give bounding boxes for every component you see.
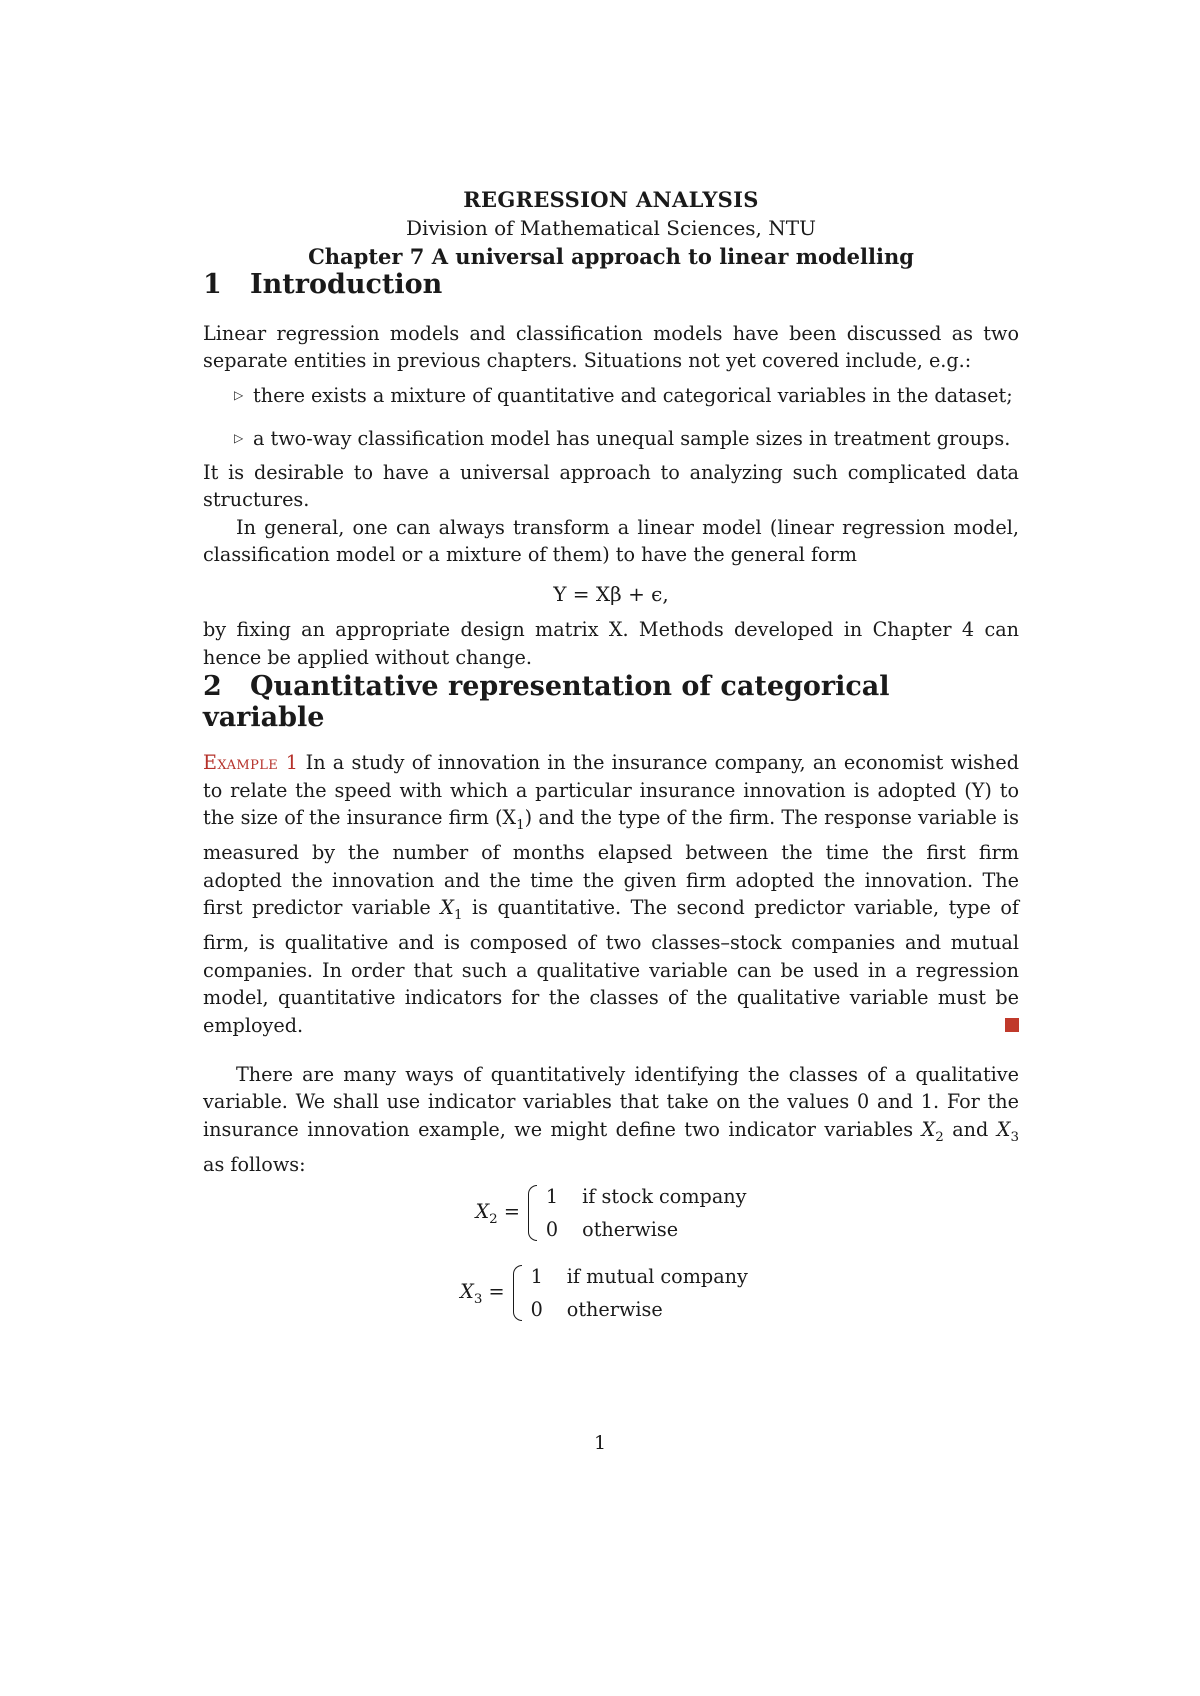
general-linear-model-equation: Y = Xβ + ϵ,	[553, 582, 669, 607]
x3-symbol: $X_3$ =	[460, 1280, 505, 1307]
x2-definition	[203, 1180, 1019, 1246]
left-brace-icon	[513, 1265, 522, 1321]
example-1: Example 1 In a study of innovation in the insurance company, an economist wished to relate the speed with which a particular insurance innovation is adopted (Y) to the size of the insurance firm $(X_1)$ and the type of the firm. The response variable is measured by the number of months elapsed between the time the first firm adopted the innovation and the time the given firm adopted the innovation. The first predictor variable $X_1$ is quantitative. The second predictor variable, type of firm, is qualitative and is composed of two classes–stock companies and mutual companies. In order that such a qualitative variable can be used in a regression model, quantitative indicators for the classes of the qualitative variable must be employed.	[203, 751, 1019, 1037]
x2-cases: 1 if stock company 0 otherwise	[545, 1185, 747, 1242]
x3-definition	[189, 1260, 1019, 1326]
section-2-title: Quantitative representation of categorical variable	[203, 671, 890, 734]
section-1-title: Introduction	[250, 269, 443, 300]
list-item: ▷ there exists a mixture of quantitative and categorical variables in the dataset;	[234, 383, 1013, 407]
section-1-heading	[203, 269, 1019, 300]
x2-symbol: $X_2$ =	[475, 1200, 520, 1227]
document-header	[203, 187, 1019, 269]
left-brace-icon	[528, 1185, 537, 1241]
list-item: ▷ a two-way classification model has unequal sample sizes in treatment groups.	[234, 426, 1011, 450]
division-line: Division of Mathematical Sciences, NTU	[406, 216, 816, 240]
triangle-bullet-icon: ▷	[234, 430, 244, 445]
situations-list	[203, 382, 1019, 452]
design-matrix-paragraph: by fixing an appropriate design matrix X. Methods developed in Chapter 4 can hence be applied without change.	[203, 618, 1019, 669]
page-number: 1	[593, 1432, 607, 1454]
end-of-example-icon	[1005, 1018, 1019, 1032]
intro-paragraph: Linear regression models and classification models have been discussed as two separate entities in previous chapters. Situations not yet covered include, e.g.:	[203, 322, 1019, 373]
document-title: REGRESSION ANALYSIS	[463, 187, 759, 212]
section-2-number: 2	[203, 671, 222, 703]
universal-approach-paragraph: It is desirable to have a universal approach to analyzing such complicated data structures.	[203, 460, 1019, 512]
general-form-paragraph: In general, one can always transform a linear model (linear regression model, classification model or a mixture of them) to have the general form	[203, 515, 1019, 567]
indicator-variables-paragraph: There are many ways of quantitatively identifying the classes of a qualitative variable. We shall use indicator variables that take on the values 0 and 1. For the insurance innovation example, we might define two indicator variables $X_2$ and $X_3$ as follows:	[203, 1062, 1020, 1177]
section-1-number: 1	[203, 269, 222, 300]
section-2-heading	[203, 671, 1019, 733]
example-label: Example 1	[203, 751, 299, 775]
triangle-bullet-icon: ▷	[234, 387, 244, 402]
x3-cases: 1 if mutual company 0 otherwise	[530, 1265, 748, 1322]
page-content	[203, 180, 1019, 1326]
chapter-title: Chapter 7 A universal approach to linear modelling	[308, 244, 914, 269]
